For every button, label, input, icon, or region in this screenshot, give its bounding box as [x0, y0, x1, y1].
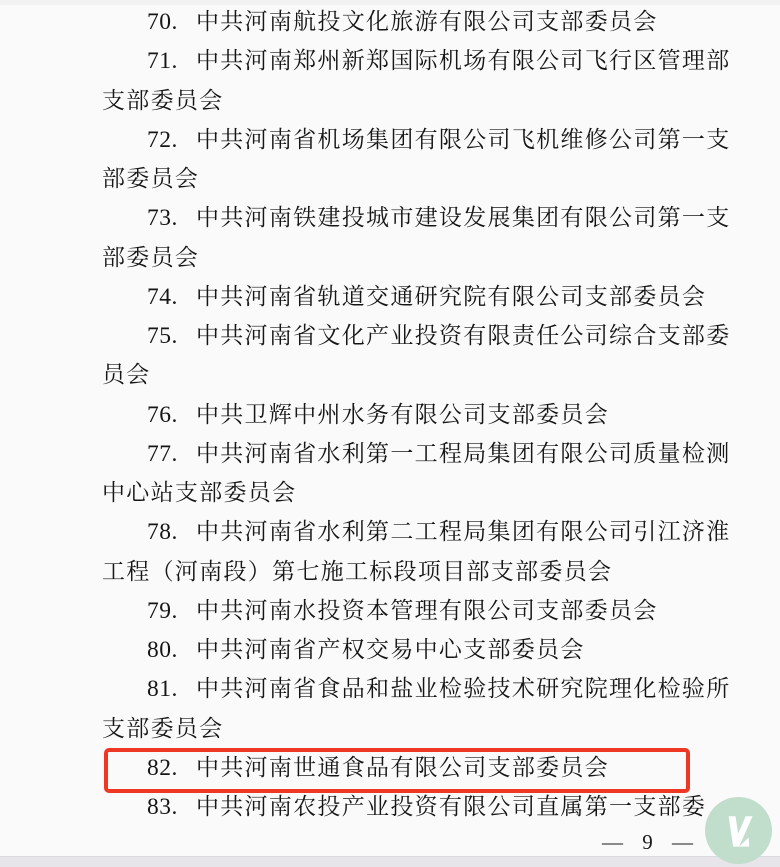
- item-text: 中共河南省轨道交通研究院有限公司支部委员会: [195, 283, 707, 309]
- document-line: [0, 512, 780, 551]
- item-number: 79.: [147, 597, 178, 624]
- item-number: 76.: [147, 401, 178, 428]
- page-number: — 9 —: [602, 830, 695, 854]
- item-text: 中心站支部委员会: [102, 480, 297, 505]
- item-text: 中共河南航投文化旅游有限公司支部委员会: [195, 9, 658, 34]
- document-line: [0, 277, 780, 316]
- item-number: 77.: [147, 440, 178, 467]
- item-text: 部委员会: [102, 166, 200, 191]
- document-line: [0, 81, 780, 120]
- document-line: [0, 748, 780, 787]
- item-number: 70.: [147, 9, 178, 35]
- document-line: [0, 395, 780, 434]
- item-text: 中共河南农投产业投资有限公司直属第一支部委: [195, 794, 707, 819]
- document-body: [0, 2, 780, 826]
- item-number: 81.: [147, 676, 178, 703]
- item-number: 80.: [147, 637, 178, 663]
- document-line: [0, 316, 780, 355]
- item-text: 支部委员会: [102, 715, 224, 741]
- item-text: 中共河南水投资本管理有限公司支部委员会: [195, 597, 658, 623]
- document-line: [0, 41, 780, 80]
- item-text: 中共河南省产权交易中心支部委员会: [195, 637, 585, 662]
- item-text: 部委员会: [102, 244, 200, 270]
- item-text: 中共河南省文化产业投资有限责任公司综合支部委: [195, 323, 731, 348]
- document-line: [0, 120, 780, 159]
- item-text: 中共卫辉中州水务有限公司支部委员会: [195, 401, 610, 427]
- document-line: [0, 355, 780, 394]
- item-text: 支部委员会: [102, 87, 224, 113]
- document-line: [0, 709, 780, 748]
- item-text: 中共河南世通食品有限公司支部委员会: [195, 754, 610, 780]
- document-line: [0, 630, 780, 669]
- item-text: 中共河南省水利第二工程局集团有限公司引江济淮: [195, 519, 731, 545]
- item-number: 73.: [147, 205, 178, 232]
- document-line: [0, 473, 780, 512]
- item-number: 74.: [147, 283, 178, 310]
- item-text: 中共河南省食品和盐业检验技术研究院理化检验所: [195, 676, 731, 702]
- v-logo-watermark: [705, 797, 772, 864]
- item-text: 中共河南郑州新郑国际机场有限公司飞行区管理部: [195, 48, 731, 74]
- document-line: [0, 591, 780, 630]
- item-number: 75.: [147, 323, 178, 349]
- page-bottom-edge: [0, 856, 780, 867]
- document-line: [0, 434, 780, 473]
- document-line: [0, 787, 780, 826]
- document-line: [0, 238, 780, 277]
- item-number: 82.: [147, 754, 178, 781]
- item-number: 71.: [147, 48, 178, 75]
- item-number: 78.: [147, 519, 178, 546]
- document-line: [0, 669, 780, 708]
- item-text: 中共河南省机场集团有限公司飞机维修公司第一支: [195, 126, 731, 152]
- document-line: [0, 198, 780, 237]
- item-text: 工程（河南段）第七施工标段项目部支部委员会: [102, 558, 613, 584]
- document-line: [0, 2, 780, 41]
- item-number: 72.: [147, 126, 178, 153]
- item-text: 中共河南铁建投城市建设发展集团有限公司第一支: [195, 205, 731, 231]
- item-text: 员会: [102, 362, 151, 388]
- v-logo-icon: [716, 808, 762, 854]
- item-number: 83.: [147, 794, 178, 820]
- document-line: [0, 159, 780, 198]
- document-line: [0, 552, 780, 591]
- item-text: 中共河南省水利第一工程局集团有限公司质量检测: [195, 440, 731, 466]
